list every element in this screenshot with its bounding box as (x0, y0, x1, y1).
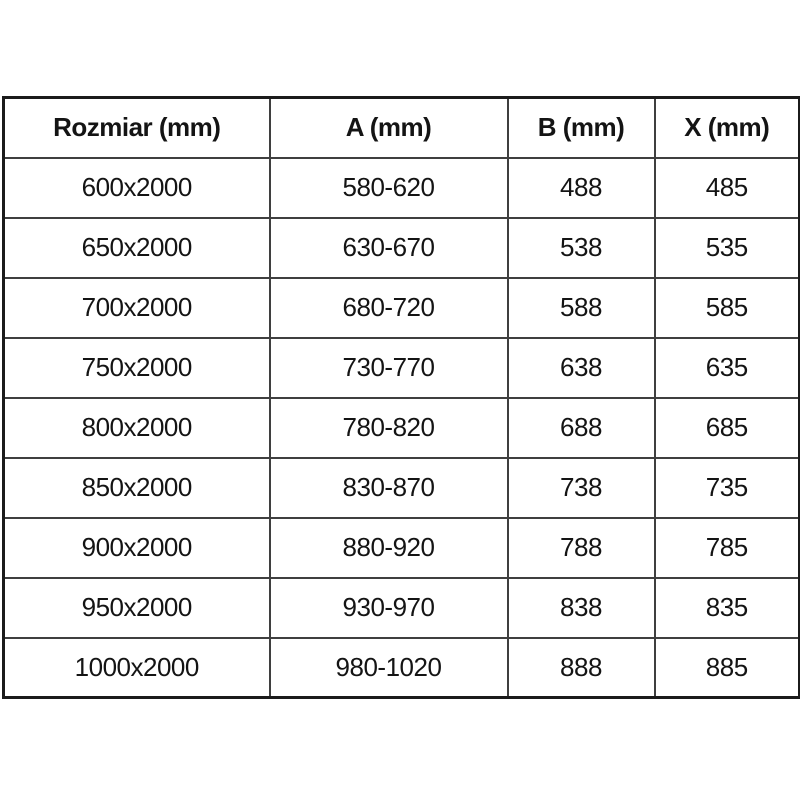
column-header-x: X (mm) (655, 98, 800, 158)
table-cell-x: 535 (655, 218, 800, 278)
table-cell-x: 835 (655, 578, 800, 638)
table-cell-a: 980-1020 (270, 638, 508, 698)
table-cell-x: 585 (655, 278, 800, 338)
table-row (4, 578, 800, 638)
table-cell-a: 880-920 (270, 518, 508, 578)
table-row (4, 158, 800, 218)
table-cell-b: 838 (508, 578, 655, 638)
table-row (4, 398, 800, 458)
table-cell-b: 888 (508, 638, 655, 698)
table-cell-rozmiar: 900x2000 (4, 518, 270, 578)
table-row (4, 218, 800, 278)
table-cell-a: 730-770 (270, 338, 508, 398)
table-row (4, 338, 800, 398)
table-cell-rozmiar: 750x2000 (4, 338, 270, 398)
table-cell-a: 580-620 (270, 158, 508, 218)
table-row (4, 458, 800, 518)
table-cell-b: 638 (508, 338, 655, 398)
table-cell-rozmiar: 700x2000 (4, 278, 270, 338)
table-header-row (4, 98, 800, 158)
column-header-rozmiar: Rozmiar (mm) (4, 98, 270, 158)
table-cell-b: 738 (508, 458, 655, 518)
table-cell-b: 538 (508, 218, 655, 278)
table-row (4, 638, 800, 698)
table-cell-x: 635 (655, 338, 800, 398)
table-cell-rozmiar: 600x2000 (4, 158, 270, 218)
column-header-b: B (mm) (508, 98, 655, 158)
table-cell-rozmiar: 800x2000 (4, 398, 270, 458)
column-header-a: A (mm) (270, 98, 508, 158)
table-cell-x: 785 (655, 518, 800, 578)
table-cell-x: 685 (655, 398, 800, 458)
table-cell-x: 485 (655, 158, 800, 218)
table-cell-b: 688 (508, 398, 655, 458)
table-cell-rozmiar: 850x2000 (4, 458, 270, 518)
table-cell-a: 930-970 (270, 578, 508, 638)
table-row (4, 278, 800, 338)
table-cell-rozmiar: 1000x2000 (4, 638, 270, 698)
size-specification-table (2, 96, 800, 699)
table-cell-b: 588 (508, 278, 655, 338)
table-cell-x: 735 (655, 458, 800, 518)
table-cell-b: 488 (508, 158, 655, 218)
table-cell-a: 630-670 (270, 218, 508, 278)
table-cell-b: 788 (508, 518, 655, 578)
table-cell-a: 780-820 (270, 398, 508, 458)
table-cell-x: 885 (655, 638, 800, 698)
table-cell-rozmiar: 650x2000 (4, 218, 270, 278)
table-cell-rozmiar: 950x2000 (4, 578, 270, 638)
table-cell-a: 830-870 (270, 458, 508, 518)
table-cell-a: 680-720 (270, 278, 508, 338)
table-row (4, 518, 800, 578)
